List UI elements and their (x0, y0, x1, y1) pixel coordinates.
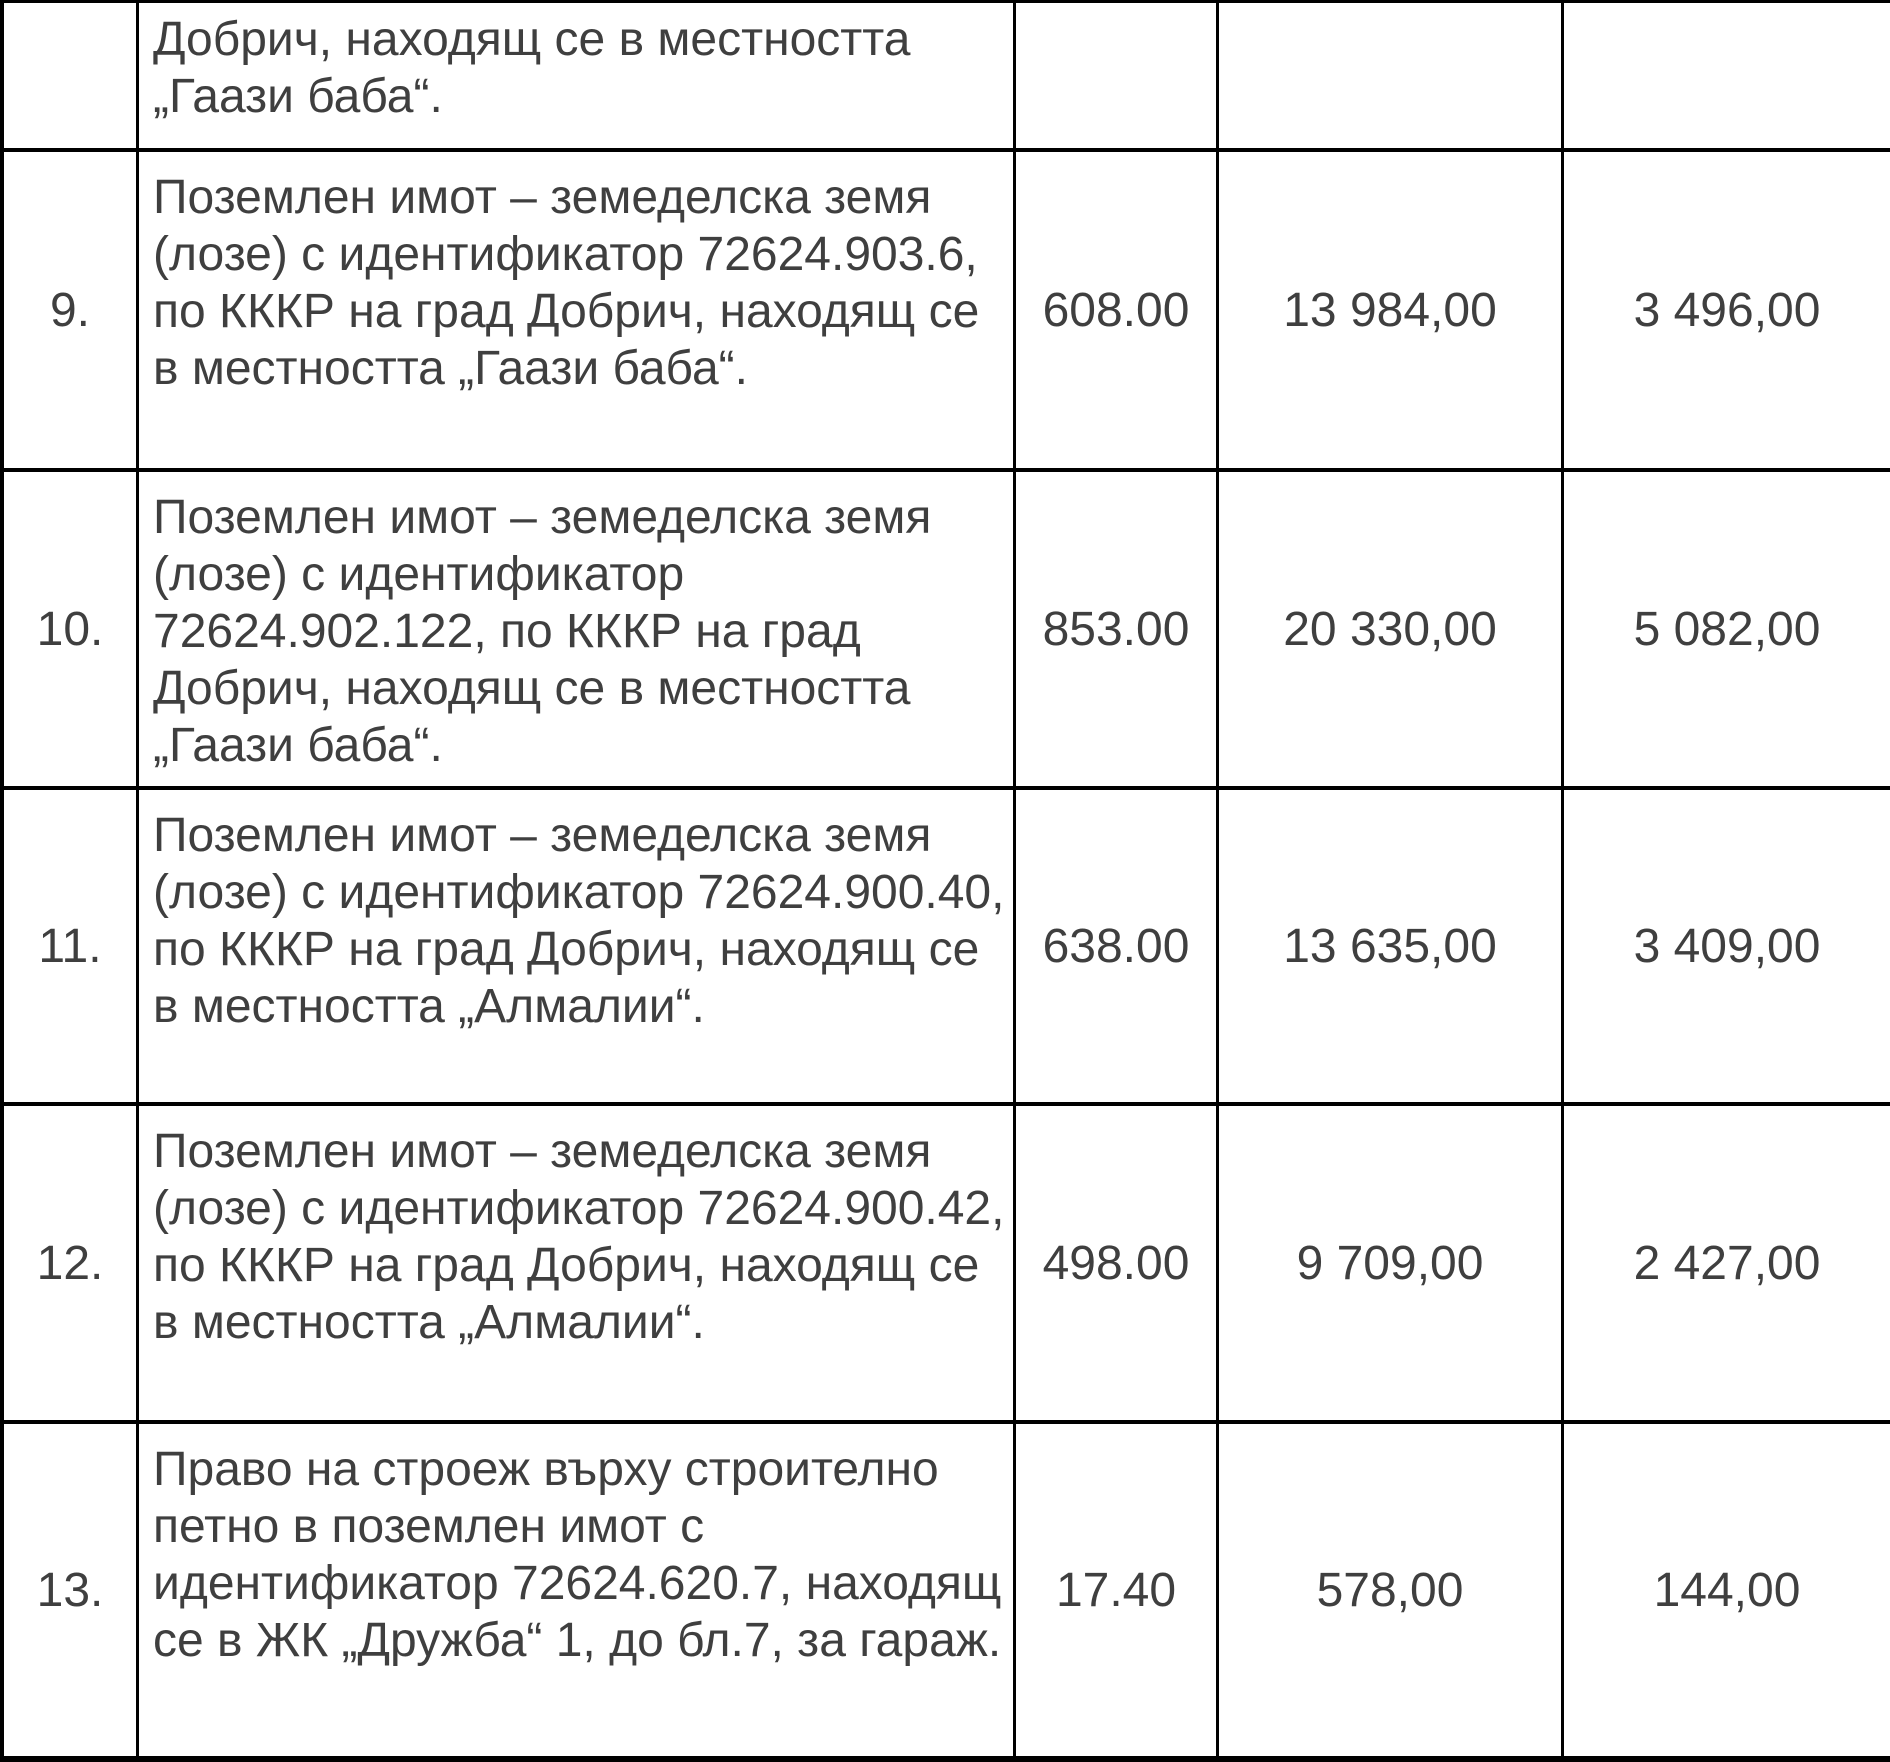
area-cell: 638.00 (1016, 790, 1219, 1102)
value-cell (1564, 3, 1890, 148)
row-number-cell (4, 3, 139, 148)
value-cell (1219, 3, 1564, 148)
description-cell: Поземлен имот – земеделска земя (лозе) с идентификатор 72624.900.40, по КККР на град Добрич, находящ се в местността „Алмалии“. (139, 790, 1016, 1102)
value-cell: 20 330,00 (1219, 472, 1564, 786)
value-cell: 3 409,00 (1633, 919, 1821, 973)
description-cell: Поземлен имот – земеделска земя (лозе) с идентификатор 72624.903.6, по КККР на град Добрич, находящ се в местността „Гаази баба“. (139, 152, 1016, 468)
value-cell: 13 984,00 (1219, 152, 1564, 468)
value-cell: 2 427,00 (1633, 1236, 1821, 1290)
area-cell (1016, 3, 1219, 148)
row-number-cell: 10. (4, 472, 139, 786)
table-row (4, 786, 1890, 1102)
value-cell: 5 082,00 (1633, 602, 1821, 656)
table-row (4, 1102, 1890, 1420)
area-cell: 853.00 (1016, 472, 1219, 786)
value-cell: 578,00 (1219, 1424, 1564, 1756)
description-cell: Поземлен имот – земеделска земя (лозе) с идентификатор 72624.900.42, по КККР на град Добрич, находящ се в местността „Алмалии“. (139, 1106, 1016, 1420)
area-cell: 608.00 (1016, 152, 1219, 468)
description-cell: Добрич, находящ се в местността „Гаази баба“. (139, 3, 1016, 148)
row-number-cell: 9. (4, 152, 139, 468)
row-number-cell: 13. (4, 1424, 139, 1756)
table-row (4, 1420, 1890, 1756)
value-cell: 13 635,00 (1219, 790, 1564, 1102)
table-row-partial (4, 3, 1890, 148)
value-cell: 3 496,00 (1633, 283, 1821, 337)
table-row (4, 468, 1890, 786)
area-cell: 498.00 (1016, 1106, 1219, 1420)
value-cell: 144,00 (1653, 1563, 1801, 1617)
description-cell: Поземлен имот – земеделска земя (лозе) с идентификатор 72624.902.122, по КККР на град Добрич, находящ се в местността „Гаази баба“. (139, 472, 1016, 786)
row-number-cell: 11. (4, 790, 139, 1102)
area-cell: 17.40 (1016, 1424, 1219, 1756)
description-cell: Право на строеж върху строително петно в поземлен имот с идентификатор 72624.620.7, находящ се в ЖК „Дружба“ 1, до бл.7, за гараж. (139, 1424, 1016, 1756)
row-number-cell: 12. (4, 1106, 139, 1420)
table-row (4, 148, 1890, 468)
value-cell: 9 709,00 (1219, 1106, 1564, 1420)
